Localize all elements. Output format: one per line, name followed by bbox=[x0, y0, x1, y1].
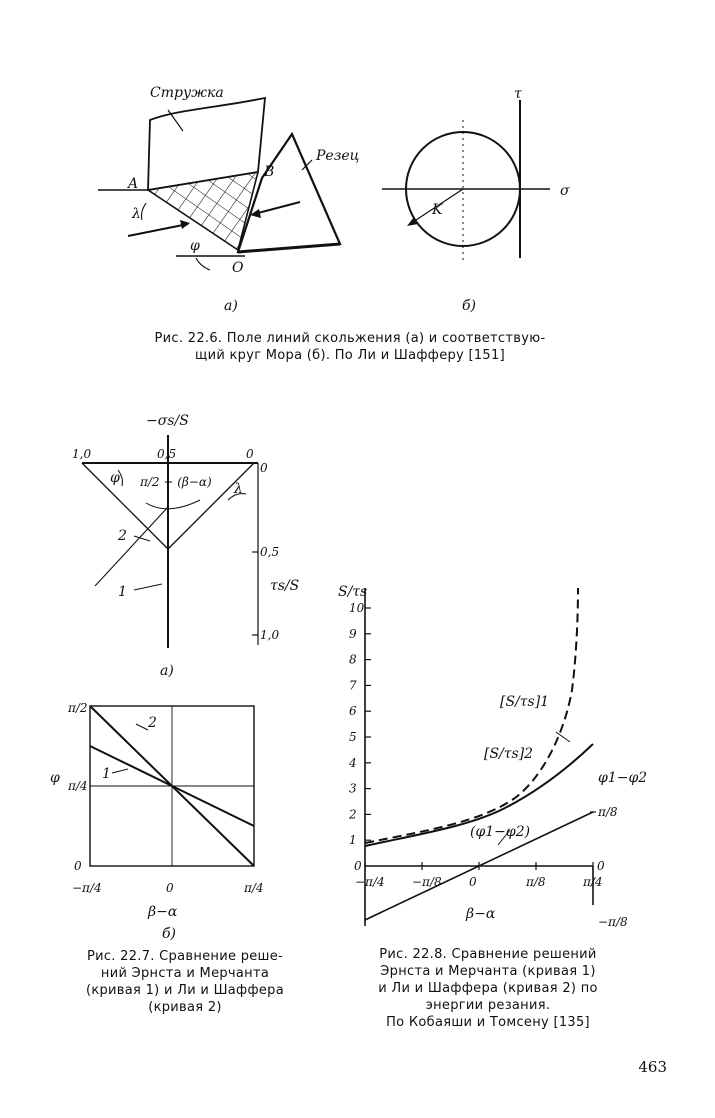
tool-label: Резец bbox=[316, 148, 360, 164]
point-a-label: A bbox=[128, 176, 139, 192]
y-tick-label: 3 bbox=[349, 781, 357, 796]
caption-22-7-line: (кривая 2) bbox=[148, 1000, 222, 1015]
x-tick-pi-4: π/4 bbox=[244, 881, 264, 895]
caption-22-6 bbox=[95, 330, 605, 364]
caption-22-8 bbox=[338, 946, 638, 1031]
x-tick-0: 0 bbox=[166, 881, 174, 895]
tick-05-top: 0,5 bbox=[157, 447, 177, 461]
y-tick-zero: 0 bbox=[354, 859, 362, 873]
fig-22-7b-plot bbox=[50, 701, 264, 942]
y-tick-label: 4 bbox=[349, 755, 357, 770]
y-ticks-group bbox=[348, 601, 371, 847]
point-o-label: O bbox=[232, 260, 244, 276]
right-axis-label: τs/S bbox=[270, 578, 300, 594]
curve-2-label-b: 2 bbox=[148, 715, 157, 731]
tick-10-right: 1,0 bbox=[260, 628, 280, 642]
point-b-label: B bbox=[264, 164, 275, 180]
fig-22-6a-cutting-diagram bbox=[98, 85, 359, 314]
x-tick-label: π/4 bbox=[583, 875, 603, 889]
y-tick-pi-2: π/2 bbox=[68, 701, 88, 715]
curve-2-label: 2 bbox=[118, 528, 127, 544]
y-tick-label: 10 bbox=[349, 601, 365, 615]
y-tick-0: 0 bbox=[74, 859, 82, 873]
y-tick-label: 1 bbox=[349, 833, 357, 848]
sub-label-b-22-7: б) bbox=[162, 926, 177, 942]
y-tick-label: 6 bbox=[349, 704, 357, 719]
sigma-axis-label: σ bbox=[560, 183, 570, 199]
tick-10-top: 1,0 bbox=[72, 447, 92, 461]
k-label: K bbox=[432, 202, 443, 218]
x-tick-label: 0 bbox=[469, 875, 477, 889]
fig-22-7a-diagram bbox=[72, 413, 299, 679]
x-tick-minus-pi-4: −π/4 bbox=[72, 881, 102, 895]
y-tick-label: 9 bbox=[349, 626, 357, 641]
x-axis-label-22-8: β−α bbox=[466, 906, 496, 922]
right-tick-zero: 0 bbox=[597, 859, 605, 873]
y-axis-phi: φ bbox=[50, 770, 60, 786]
tau-axis-label: τ bbox=[514, 86, 522, 102]
caption-22-8-line: Рис. 22.8. Сравнение решений bbox=[379, 947, 597, 962]
lambda-label: λ bbox=[132, 206, 141, 222]
caption-22-7-line: Рис. 22.7. Сравнение реше- bbox=[86, 949, 284, 964]
curve-1-label-b: 1 bbox=[102, 766, 111, 782]
angle-expression: π/2 + (β−α) bbox=[140, 475, 212, 489]
phi-label: φ bbox=[190, 238, 200, 254]
y-tick-pi-4: π/4 bbox=[68, 779, 88, 793]
sub-label-a: а) bbox=[224, 298, 238, 314]
phi-angle-label: φ bbox=[110, 470, 120, 486]
top-axis-label: −σs/S bbox=[146, 413, 189, 429]
lambda-angle-label: λ bbox=[234, 481, 243, 497]
x-axis-label: β−α bbox=[148, 904, 178, 920]
phi-diff-label-22-8: (φ1−φ2) bbox=[470, 824, 531, 840]
sub-label-b: б) bbox=[462, 298, 477, 314]
tick-05-right: 0,5 bbox=[260, 545, 280, 559]
x-tick-label: −π/4 bbox=[355, 875, 385, 889]
curve-1-label: 1 bbox=[118, 584, 127, 600]
caption-22-8-line: энергии резания. bbox=[425, 998, 551, 1013]
y-tick-label: 2 bbox=[349, 807, 357, 822]
tick-0-right: 0 bbox=[260, 461, 268, 475]
caption-22-7 bbox=[54, 948, 316, 1016]
caption-22-8-line: Эрнста и Мерчанта (кривая 1) bbox=[380, 964, 596, 979]
caption-22-6-line2: щий круг Мора (б). По Ли и Шафферу [151] bbox=[195, 348, 505, 363]
curve-2-label-22-8: [S/τs]2 bbox=[484, 746, 534, 762]
x-tick-label: π/8 bbox=[526, 875, 546, 889]
chip-label: Стружка bbox=[150, 85, 224, 101]
y-tick-label: 7 bbox=[349, 678, 357, 693]
tick-0-top: 0 bbox=[246, 447, 254, 461]
fig-22-6b-mohr-circle bbox=[382, 86, 570, 314]
curve-2-lee-shaffer bbox=[365, 588, 578, 843]
fig-22-8-chart bbox=[338, 584, 647, 929]
right-tick-top: π/8 bbox=[598, 805, 618, 819]
x-tick-label: −π/8 bbox=[412, 875, 442, 889]
caption-22-8-line: По Кобаяши и Томсену [135] bbox=[386, 1015, 590, 1030]
y-tick-label: 8 bbox=[349, 652, 357, 667]
caption-22-6-line1: Рис. 22.6. Поле линий скольжения (а) и соответствую- bbox=[154, 331, 546, 346]
right-axis-label: φ1−φ2 bbox=[598, 770, 648, 786]
y-tick-label: 5 bbox=[349, 730, 357, 744]
caption-22-7-line: (кривая 1) и Ли и Шаффера bbox=[85, 983, 284, 998]
curve-1-label-22-8: [S/τs]1 bbox=[500, 694, 550, 710]
caption-22-7-line: ний Эрнста и Мерчанта bbox=[100, 966, 270, 981]
sub-label-a-22-7: а) bbox=[160, 663, 174, 679]
right-tick-bottom: −π/8 bbox=[598, 915, 628, 929]
caption-22-8-line: и Ли и Шаффера (кривая 2) по bbox=[378, 981, 598, 996]
y-axis-label: S/τs bbox=[338, 584, 368, 600]
page-number: 463 bbox=[638, 1058, 667, 1076]
